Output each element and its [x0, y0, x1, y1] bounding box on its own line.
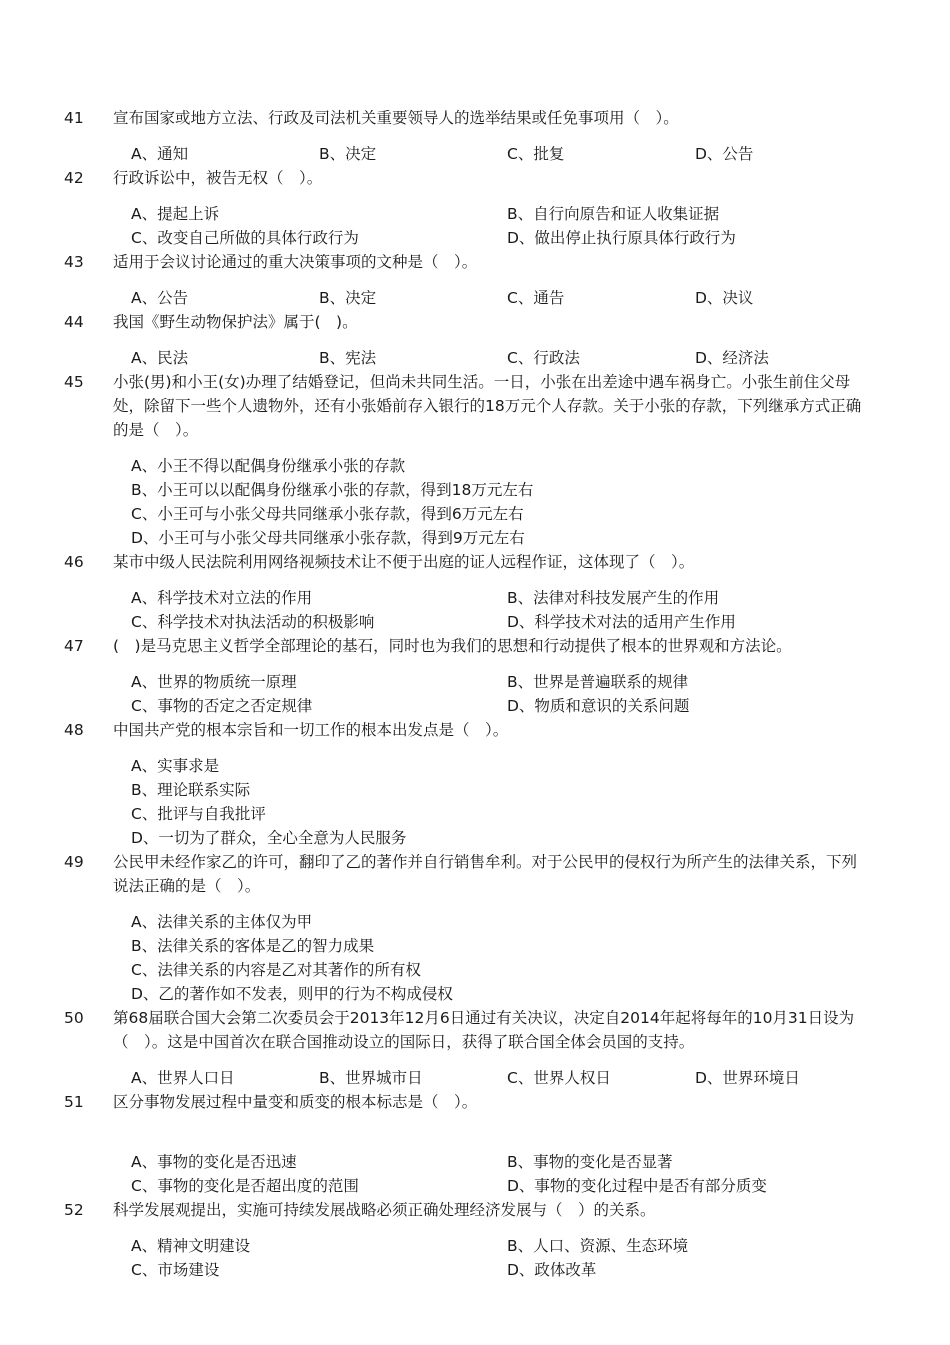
- option-c: C、批评与自我批评: [131, 805, 266, 823]
- option-b: B、宪法: [319, 349, 377, 367]
- option-a: A、世界人口日: [131, 1069, 235, 1087]
- option-c: C、改变自己所做的具体行政行为: [131, 229, 359, 247]
- question-number: 44: [64, 313, 84, 331]
- question-number: 45: [64, 373, 84, 391]
- option-d: D、决议: [695, 289, 754, 307]
- option-a: A、事物的变化是否迅速: [131, 1153, 297, 1171]
- option-d: D、物质和意识的关系问题: [507, 697, 690, 715]
- option-b: B、自行向原告和证人收集证据: [507, 205, 720, 223]
- option-c: C、小王可与小张父母共同继承小张存款，得到6万元左右: [131, 505, 524, 523]
- question-stem: 科学发展观提出，实施可持续发展战略必须正确处理经济发展与（ ）的关系。: [113, 1201, 656, 1219]
- question-number: 47: [64, 637, 84, 655]
- option-a: A、实事求是: [131, 757, 220, 775]
- option-a: A、科学技术对立法的作用: [131, 589, 313, 607]
- question-stem: 小张(男)和小王(女)办理了结婚登记，但尚未共同生活。一日，小张在出差途中遇车祸身亡。小张生前住父母处，除留下一些个人遗物外，还有小张婚前存入银行的18万元个人存款。关于小张的存款，下列继承方式正确的是（ ）。: [113, 373, 862, 439]
- option-d: D、科学技术对法的适用产生作用: [507, 613, 736, 631]
- option-a: A、小王不得以配偶身份继承小张的存款: [131, 457, 406, 475]
- option-c: C、科学技术对执法活动的积极影响: [131, 613, 375, 631]
- option-a: A、世界的物质统一原理: [131, 673, 297, 691]
- option-d: D、做出停止执行原具体行政行为: [507, 229, 736, 247]
- option-b: B、世界城市日: [319, 1069, 423, 1087]
- option-a: A、通知: [131, 145, 189, 163]
- option-d: D、经济法: [695, 349, 769, 367]
- option-c: C、市场建设: [131, 1261, 220, 1279]
- option-b: B、法律关系的客体是乙的智力成果: [131, 937, 375, 955]
- option-d: D、政体改革: [507, 1261, 597, 1279]
- option-c: C、行政法: [507, 349, 580, 367]
- option-b: B、法律对科技发展产生的作用: [507, 589, 720, 607]
- question-stem: 行政诉讼中，被告无权（ ）。: [113, 169, 323, 187]
- option-b: B、事物的变化是否显著: [507, 1153, 673, 1171]
- question-number: 46: [64, 553, 84, 571]
- option-d: D、乙的著作如不发表，则甲的行为不构成侵权: [131, 985, 453, 1003]
- question-stem: 公民甲未经作家乙的许可，翻印了乙的著作并自行销售牟利。对于公民甲的侵权行为所产生的法律关系，下列说法正确的是（ ）。: [113, 853, 858, 895]
- option-c: C、批复: [507, 145, 565, 163]
- question-number: 42: [64, 169, 84, 187]
- question-stem: 区分事物发展过程中量变和质变的根本标志是（ ）。: [113, 1093, 478, 1111]
- question-number: 43: [64, 253, 84, 271]
- option-d: D、小王可与小张父母共同继承小张存款，得到9万元左右: [131, 529, 525, 547]
- option-c: C、通告: [507, 289, 565, 307]
- question-number: 48: [64, 721, 84, 739]
- option-a: A、精神文明建设: [131, 1237, 251, 1255]
- question-number: 51: [64, 1093, 84, 1111]
- question-number: 49: [64, 853, 84, 871]
- option-c: C、法律关系的内容是乙对其著作的所有权: [131, 961, 421, 979]
- option-b: B、理论联系实际: [131, 781, 251, 799]
- option-a: A、公告: [131, 289, 189, 307]
- question-number: 41: [64, 109, 84, 127]
- option-b: B、世界是普遍联系的规律: [507, 673, 689, 691]
- option-d: D、一切为了群众，全心全意为人民服务: [131, 829, 407, 847]
- option-a: A、民法: [131, 349, 189, 367]
- option-c: C、世界人权日: [507, 1069, 611, 1087]
- option-b: B、小王可以以配偶身份继承小张的存款，得到18万元左右: [131, 481, 534, 499]
- question-number: 50: [64, 1009, 84, 1027]
- question-stem: 宣布国家或地方立法、行政及司法机关重要领导人的选举结果或任免事项用（ ）。: [113, 109, 679, 127]
- question-stem: 第68届联合国大会第二次委员会于2013年12月6日通过有关决议，决定自2014年起将每年的10月31日设为（ ）。这是中国首次在联合国推动设立的国际日，获得了联合国全体会员国的支持。: [113, 1009, 855, 1051]
- question-stem: ( )是马克思主义哲学全部理论的基石，同时也为我们的思想和行动提供了根本的世界观和方法论。: [113, 637, 792, 655]
- question-number: 52: [64, 1201, 84, 1219]
- question-stem: 中国共产党的根本宗旨和一切工作的根本出发点是（ ）。: [113, 721, 509, 739]
- option-b: B、决定: [319, 145, 377, 163]
- option-d: D、世界环境日: [695, 1069, 800, 1087]
- question-stem: 某市中级人民法院利用网络视频技术让不便于出庭的证人远程作证，这体现了（ ）。: [113, 553, 695, 571]
- option-d: D、公告: [695, 145, 754, 163]
- question-stem: 我国《野生动物保护法》属于( )。: [113, 313, 358, 331]
- question-stem: 适用于会议讨论通过的重大决策事项的文种是（ ）。: [113, 253, 478, 271]
- option-c: C、事物的变化是否超出度的范围: [131, 1177, 359, 1195]
- option-d: D、事物的变化过程中是否有部分质变: [507, 1177, 767, 1195]
- option-b: B、决定: [319, 289, 377, 307]
- option-a: A、法律关系的主体仅为甲: [131, 913, 313, 931]
- option-a: A、提起上诉: [131, 205, 220, 223]
- option-b: B、人口、资源、生态环境: [507, 1237, 689, 1255]
- option-c: C、事物的否定之否定规律: [131, 697, 313, 715]
